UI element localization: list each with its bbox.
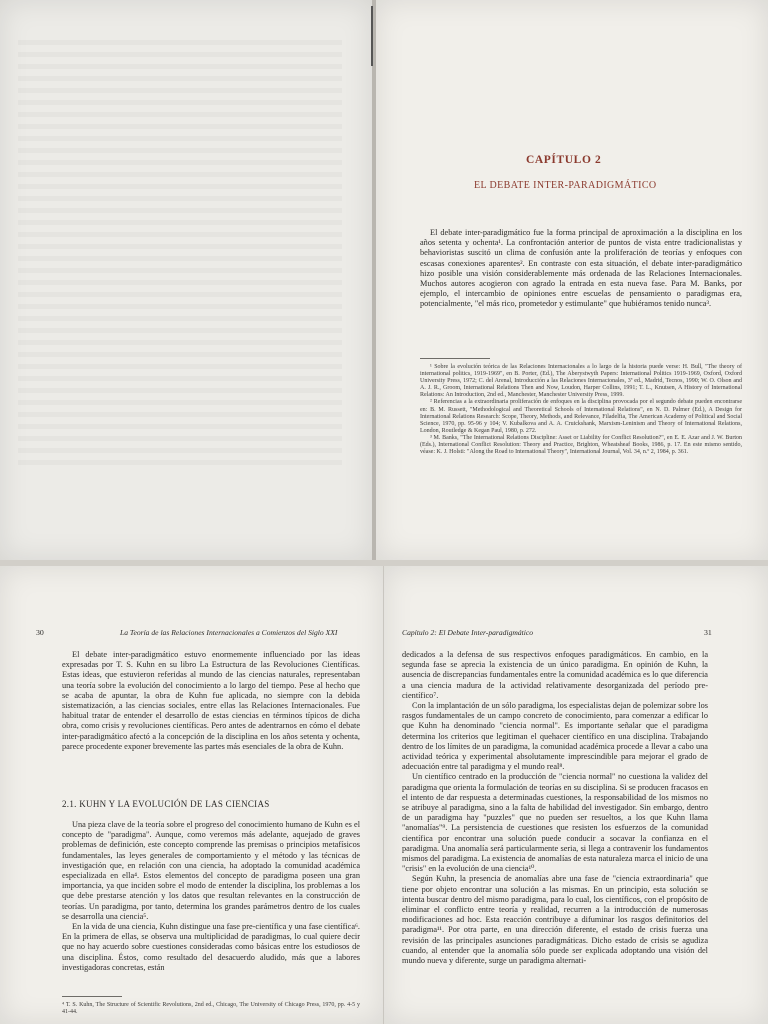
paragraph-3: Un científico centrado en la producción de "ciencia normal" no cuestiona la validez del paradigma que orienta la formulación de teorías en su disciplina. Si se producen fracasos en el intento de dar respuesta a determinadas cuestiones, la responsabilidad de los mismos no se atribuye al paradigma, sino a la falta de habilidad del investigador. Sin embargo, dentro de un paradigma hay "puzzles" que no pueden ser resueltos, a los que Kuhn llama "anomalías"⁹. La persistencia de cuestiones que resisten los esfuerzos de la comunidad científica por encontrar una solución puede conducir a socavar la confianza en el paradigma. Una anomalía será particularmente seria, si llega a contravenir los fundamentos mismos del paradigma. La existencia de anomalías de esta naturaleza marca el inicio de una "crisis" en la evolución de una ciencia¹⁰. xyxy=(402,772,708,874)
footnote-rule xyxy=(420,358,490,359)
crop-mark xyxy=(371,6,373,66)
body-column-2 xyxy=(62,820,360,973)
chapter-opening-page xyxy=(376,0,768,560)
chapter-title: EL DEBATE INTER-PARADIGMÁTICO xyxy=(474,180,657,191)
running-head: Capítulo 2: El Debate Inter-paradigmático xyxy=(402,628,534,637)
footnote-4: ⁴ T. S. Kuhn, The Structure of Scientific Revolutions, 2nd ed., Chicago, The University of Chicago Press, 1970, pp. 4-5 y 41-44. xyxy=(62,1002,360,1016)
footnote-3: ³ M. Banks, "The International Relations Discipline: Asset or Liability for Conflict Resolution?", en E. E. Azar and J. W. Burton (Eds.), International Conflict Resolution: Theory and Practice, Brighton, Wheatsheaf Books, 1986, p. 17. En este mismo sentido, véase: K. J. Holsti: "Along the Road to International Theory", International Journal, Vol. 34, n.º 2, 1984, p. 361. xyxy=(420,434,742,456)
page-31 xyxy=(384,566,768,1024)
footnote-2: ² Referencias a la extraordinaria proliferación de enfoques en la disciplina provocada por el segundo debate pueden encontrarse en: B. M. Russett, "Methodological and Theoretical Schools of International Relations", en N. D. Palmer (Ed.), A Design for International Relations Research: Scope, Theory, Methods, and Relevance, Filadelfia, The American Academy of Political and Social Science, 1970, pp. 95-96 y 104; V. Kubalkova and A. A. Cruickshank, Marxism-Leninism and Theory of International Relations, London, Routledge & Kegan Paul, 1980, p. 272. xyxy=(420,399,742,434)
chapter-heading: CAPÍTULO 2 xyxy=(526,154,602,166)
page-30 xyxy=(0,566,383,1024)
bleed-through-texture xyxy=(18,40,342,470)
paragraph-4: Según Kuhn, la presencia de anomalías abre una fase de "ciencia extraordinaria" que tiene por objeto encontrar una solución a las mismas. En un principio, esta solución se intenta buscar dentro del mismo paradigma, para lo cual, los científicos, con el propósito de eliminar el conflicto entre teoría y realidad, recurren a la introducción de numerosas modificaciones ad hoc. Esta reacción contribuye a difuminar los rasgos definitorios del paradigma¹¹. Por otra parte, en una dirección diferente, el estado de crisis fuerza una revisión de las principales asunciones paradigmáticas. Dicho estado de crisis se agudiza cuando, al entender que la anomalía sólo puede ser explicada adoptando una visión del mundo nueva y diferente, surge un paradigma alternati- xyxy=(402,874,708,966)
paragraph-3: En la vida de una ciencia, Kuhn distingue una fase pre-científica y una fase científica⁶. En la primera de ellas, se observa una multiplicidad de paradigmas, lo cual quiere decir que no hay acuerdo sobre cuestiones consideradas como básicas entre los estudiosos de una disciplina. Éstos, como resultado del desacuerdo aludido, más que a labores investigadoras concretas, están xyxy=(62,922,360,972)
paragraph-1: dedicados a la defensa de sus respectivos enfoques paradigmáticos. En cambio, en la segunda fase se aprecia la existencia de un único paradigma. En opinión de Kuhn, la ausencia de discrepancias fundamentales entre la comunidad académica es lo que diferencia a una ciencia madura de la actividad relativamente desorganizada del período pre-científico⁷. xyxy=(402,650,708,700)
intro-text: El debate inter-paradigmático fue la forma principal de aproximación a la disciplina en los años setenta y ochenta¹. La confrontación anterior de puntos de vista entre tradicionalistas y behavioristas suscitó un clima de confusión ante la proliferación de teorías y enfoques con escasas conexiones aparentes². En contraste con esta situación, el debate inter-paradigmático hizo posible una visión considerablemente más ordenada de las Relaciones Internacionales. Muchos autores acogieron con agrado la entrada en esta nueva fase. Para M. Banks, por ejemplo, el intercambio de opiniones entre escuelas de pensamiento o paradigmas era, potencialmente, "el más rico, prometedor y estimulante" que hubiéramos tenido nunca³. xyxy=(420,228,742,309)
blank-page-top-left xyxy=(0,0,372,560)
page-number: 31 xyxy=(704,628,712,637)
body-column xyxy=(62,650,360,752)
body-column xyxy=(402,650,708,966)
paragraph-1: El debate inter-paradigmático estuvo enormemente influenciado por las ideas expresadas por T. S. Kuhn en su libro La Estructura de las Revoluciones Científicas. Estas ideas, que estuvieron referidas al mundo de las ciencias naturales, representaban una teoría sobre la evolución del conocimiento a lo largo del tiempo. Pese al hecho que se acaba de apuntar, la obra de Kuhn fue aplicada, no siempre con la debida sistematización, a las ciencias sociales, entre ellas las Relaciones Internacionales. Fue habitual tratar de entender el desarrollo de estas ciencias en términos típicos de dicha obra, como crisis y revoluciones científicas. Pero antes de adentrarnos en cómo el debate inter-paradigmático afectó a la concepción de la disciplina en los años setenta y ochenta, parece procedente exponer brevemente las partes más esenciales de la obra de Kuhn. xyxy=(62,650,360,751)
footnotes-block xyxy=(420,364,742,456)
running-head: La Teoría de las Relaciones Internacionales a Comienzos del Siglo XXI xyxy=(120,628,338,637)
footnote-rule xyxy=(62,996,122,997)
paragraph-2: Una pieza clave de la teoría sobre el progreso del conocimiento humano de Kuhn es el concepto de "paradigma". Aunque, como veremos más adelante, aquejado de graves problemas de definición, este concepto comprende las premisas o principios metafísicos fundamentales, las leyes generales de comportamiento y el método y las técnicas de investigación que, en relación con una ciencia, ha adoptado la comunidad académica especializada en ella⁴. Estos elementos del concepto de paradigma poseen una gran importancia, ya que inciden sobre el modo de entender la disciplina, los problemas a los que debe prestarse atención y los datos que resultan relevantes en la construcción de teorías. Un paradigma, por tanto, determina los grandes parámetros dentro de los cuales se desarrolla una ciencia⁵. xyxy=(62,820,360,921)
footnote-1: ¹ Sobre la evolución teórica de las Relaciones Internacionales a lo largo de la historia puede verse: H. Bull, "The theory of international politics, 1919-1969", en B. Porter, (Ed.), The Aberystwyth Papers: International Politics 1919-1969, Oxford, Oxford University Press, 1972; C. del Arenal, Introducción a las Relaciones Internacionales, 3ª ed., Madrid, Tecnos, 1990; W. O. Olson and A. J. R., Groom, International Relations Then and Now, Loudon, Harper Collins, 1991; T. L., Knutsen, A History of International Relations: An Introduction, 2nd ed., Manchester, Manchester University Press, 1999. xyxy=(420,364,742,399)
paragraph-2: Con la implantación de un sólo paradigma, los especialistas dejan de polemizar sobre los rasgos fundamentales de un campo concreto de conocimiento, para comenzar a edificar lo que Kuhn ha denominado "ciencia normal". Es importante señalar que el paradigma determina los criterios que legitiman el quehacer científico en una disciplina. Trabajando dentro de los límites de un paradigma, la comunidad académica procede a llevar a cabo una actividad teórica y experimental absolutamente imprescindible para mejorar el grado de adecuación entre tal paradigma y el mundo real⁸. xyxy=(402,701,708,772)
page-number: 30 xyxy=(36,628,44,637)
chapter-intro-paragraph xyxy=(420,228,742,310)
section-heading: 2.1. KUHN Y LA EVOLUCIÓN DE LAS CIENCIAS xyxy=(62,799,270,809)
